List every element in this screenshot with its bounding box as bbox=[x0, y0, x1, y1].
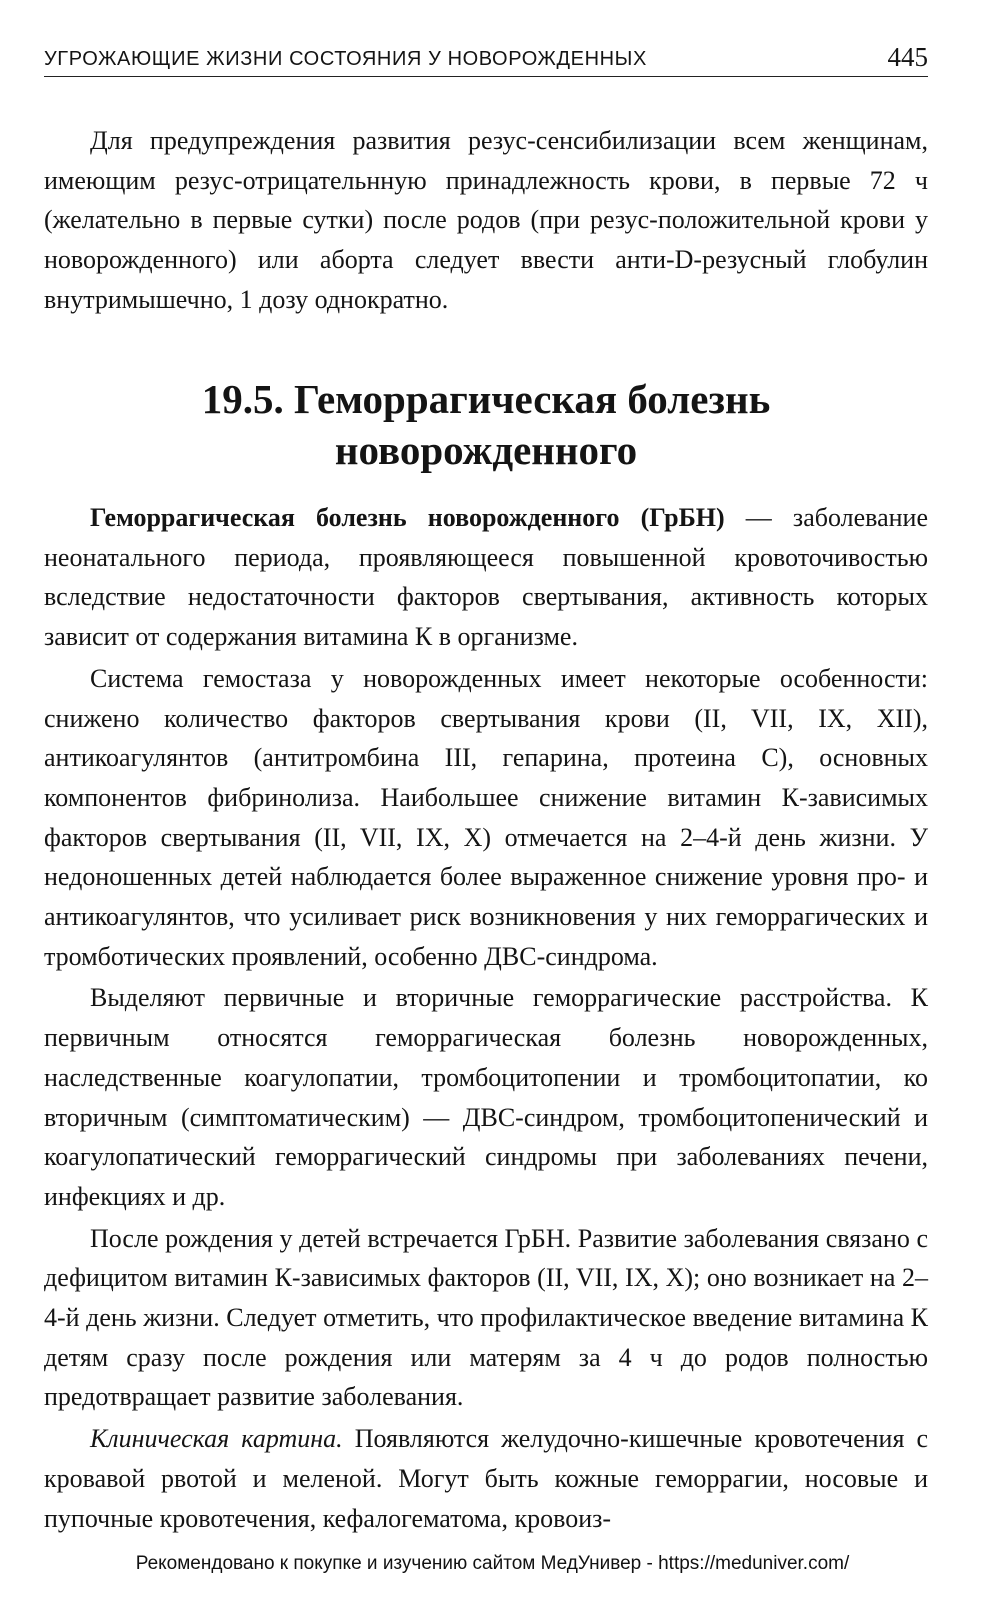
section-heading-line1: 19.5. Геморрагическая болезнь bbox=[201, 376, 771, 422]
section-heading bbox=[44, 374, 928, 476]
paragraph-definition bbox=[44, 498, 928, 657]
paragraph-classification: Выделяют первичные и вторичные геморрагические расстройства. К первичным относятся геморрагическая болезнь новорожденных, наследственные коагулопатии, тромбоцитопении и тромбоцитопатии, ко вторичным (симптоматическим) — ДВС-синдром, тромбоцитопенический и коагулопатический геморрагический синдромы при заболеваниях печени, инфекциях и др. bbox=[44, 983, 928, 1211]
footer-note: Рекомендовано к покупке и изучению сайтом МедУнивер - https://meduniver.com/ bbox=[135, 1553, 850, 1574]
paragraph-clinical bbox=[44, 1419, 928, 1538]
intro-paragraph: Для предупреждения развития резус-сенсибилизации всем женщинам, имеющим резус-отрицательнную принадлежность крови, в первые 72 ч (желательно в первые сутки) после родов (при резус-положительной крови у новорожденного) или аборта следует ввести анти-D-резусный глобулин внутримышечно, 1 дозу однократно. bbox=[44, 126, 928, 314]
running-title: УГРОЖАЮЩИЕ ЖИЗНИ СОСТОЯНИЯ У НОВОРОЖДЕННЫХ bbox=[44, 48, 647, 70]
section-body bbox=[44, 498, 928, 1540]
clinical-lead: Клиническая картина. bbox=[90, 1424, 343, 1454]
intro-block bbox=[44, 121, 928, 322]
paragraph-text: Появляются желудочно-кишечные кровотечения с кровавой рвотой и меленой. Могут быть кожные геморрагии, носовые и пупочные кровотечения, кефалогематома, кровоиз- bbox=[44, 1424, 928, 1533]
page-number: 445 bbox=[887, 42, 928, 72]
paragraph-hemostasis: Система гемостаза у новорожденных имеет некоторые особенности: снижено количество факторов свертывания крови (II, VII, IX, XII), антикоагулянтов (антитромбина III, гепарина, протеина С), основных компонентов фибринолиза. Наибольшее снижение витамин К-зависимых факторов свертывания (II, VII, IX, X) отмечается на 2–4-й день жизни. У недоношенных детей наблюдается более выраженное снижение уровня про- и антикоагулянтов, что усиливает риск возникновения у них геморрагических и тромботических проявлений, особенно ДВС-синдрома. bbox=[44, 663, 928, 971]
running-header bbox=[44, 40, 928, 77]
section-heading-line2: новорожденного bbox=[334, 427, 638, 473]
term-definition: Геморрагическая болезнь новорожденного (ГрБН) bbox=[90, 503, 725, 532]
paragraph-onset: После рождения у детей встречается ГрБН. Развитие заболевания связано с дефицитом витамин К-зависимых факторов (II, VII, IX, X); оно возникает на 2–4-й день жизни. Следует отметить, что профилактическое введение витамина К детям сразу после рождения или матерям за 4 ч до родов полностью предотвращает развитие заболевания. bbox=[44, 1223, 928, 1412]
paragraph-text: — заболевание неонатального периода, проявляющееся повышенной кровоточивостью вследствие недостаточности факторов свертывания, активность которых зависит от содержания витамина К в организме. bbox=[44, 503, 928, 652]
